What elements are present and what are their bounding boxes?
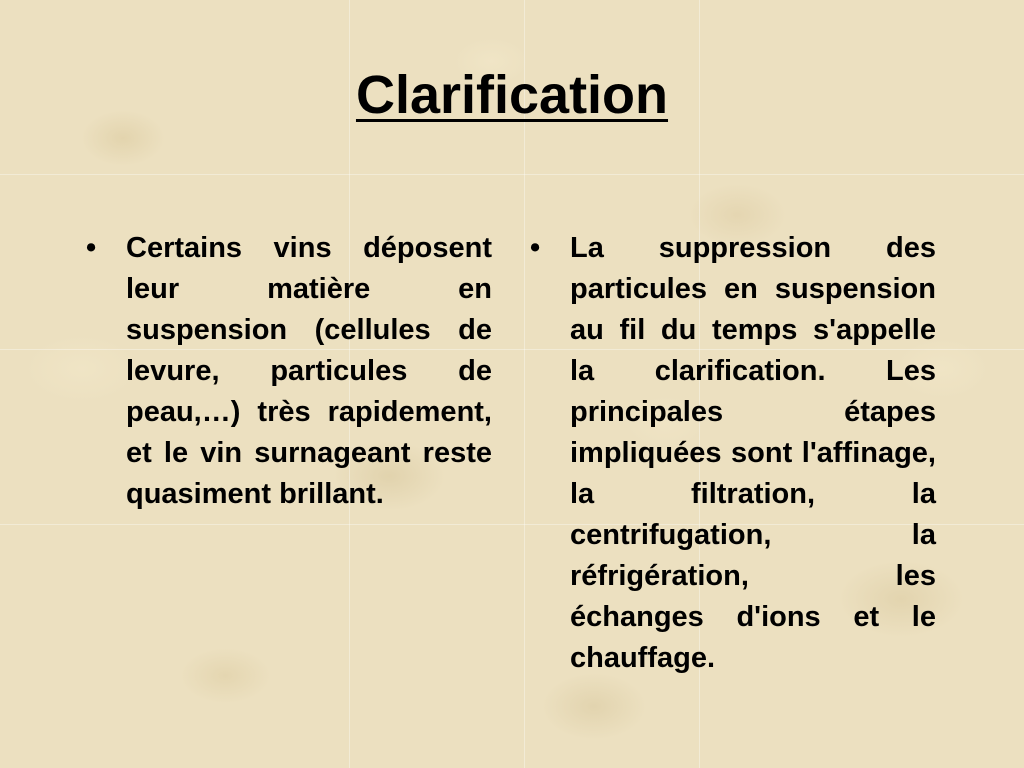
texture-seam [0, 174, 1024, 175]
bullet-item-left [86, 228, 492, 515]
bullet-icon: • [530, 232, 541, 264]
bullet-text-left: Certains vins déposent leur matière en suspension (cellules de levure, particules de peau,…) très rapidement, et le vin surnageant reste quasiment brillant. [126, 232, 492, 510]
right-column [530, 228, 936, 679]
bullet-icon: • [86, 232, 97, 264]
bullet-text-right: La suppression des particules en suspension au fil du temps s'appelle la clarification. Les principales étapes impliquées sont l'affinage, la filtration, la centrifugation, la réfrigération, les échanges d'ions et le chauffage. [570, 232, 936, 674]
slide-title [0, 64, 1024, 126]
slide-title-text: Clarification [355, 65, 669, 125]
left-column [86, 228, 492, 515]
bullet-item-right [530, 228, 936, 679]
